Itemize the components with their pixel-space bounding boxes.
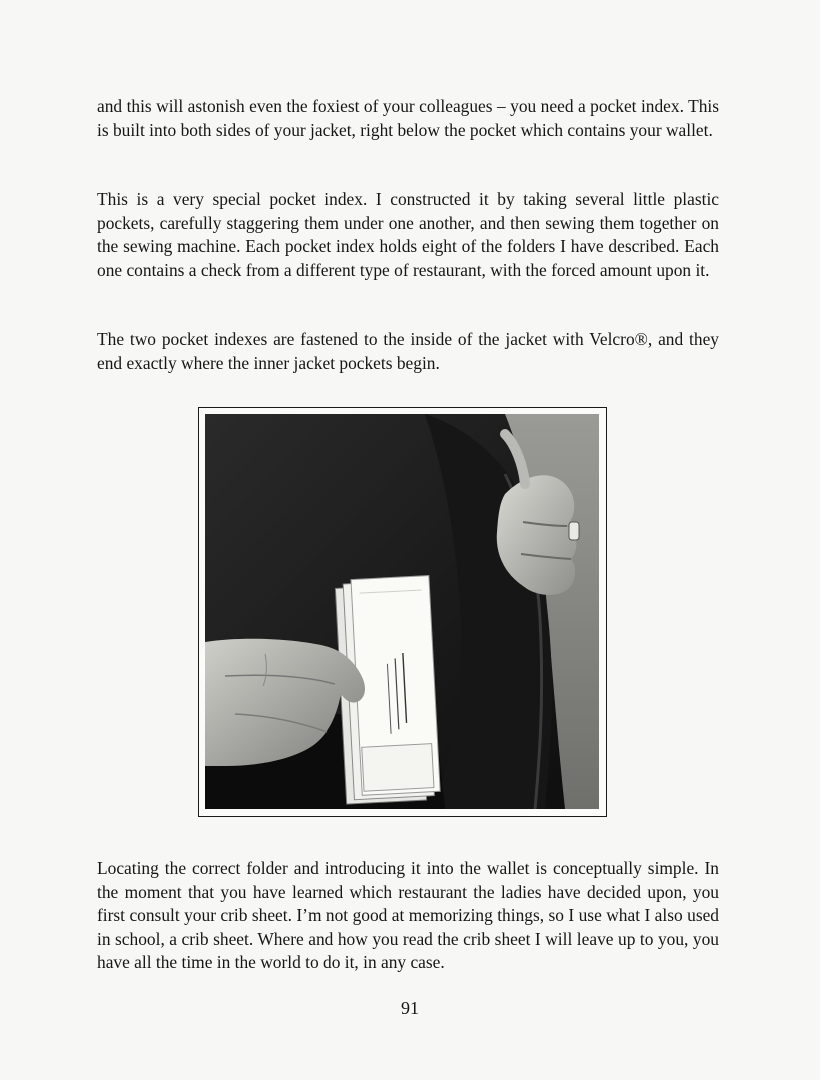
page-number: 91: [401, 998, 419, 1018]
paragraph-pocket-index-construction: This is a very special pocket index. I constructed it by taking several little plastic pockets, carefully staggering them under one another, and then sewing them together on the sewing machine. Each pocket index holds eight of the folders I have described. Each one contains a check from a different type of restaurant, with the forced amount upon it.: [97, 189, 719, 280]
figure-frame: [198, 407, 607, 817]
photo-hand-inserting-folder-into-jacket-pocket: [205, 414, 599, 809]
photo-illustration: [205, 414, 599, 809]
paragraph-pocket-index-intro: and this will astonish even the foxiest of your colleagues – you need a pocket index. This is built into both sides of your jacket, right below the pocket which contains your wallet.: [97, 96, 719, 140]
paragraph-crib-sheet: Locating the correct folder and introducing it into the wallet is conceptually simple. In the moment that you have learned which restaurant the ladies have decided upon, you first consult your crib sheet. I’m not good at memorizing things, so I use what I also used in school, a crib sheet. Where and how you read the crib sheet I will leave up to you, you have all the time in the world to do it, in any case.: [97, 858, 719, 972]
paragraph-velcro-fastening: The two pocket indexes are fastened to the inside of the jacket with Velcro®, and they end exactly where the inner jacket pockets begin.: [97, 329, 719, 373]
